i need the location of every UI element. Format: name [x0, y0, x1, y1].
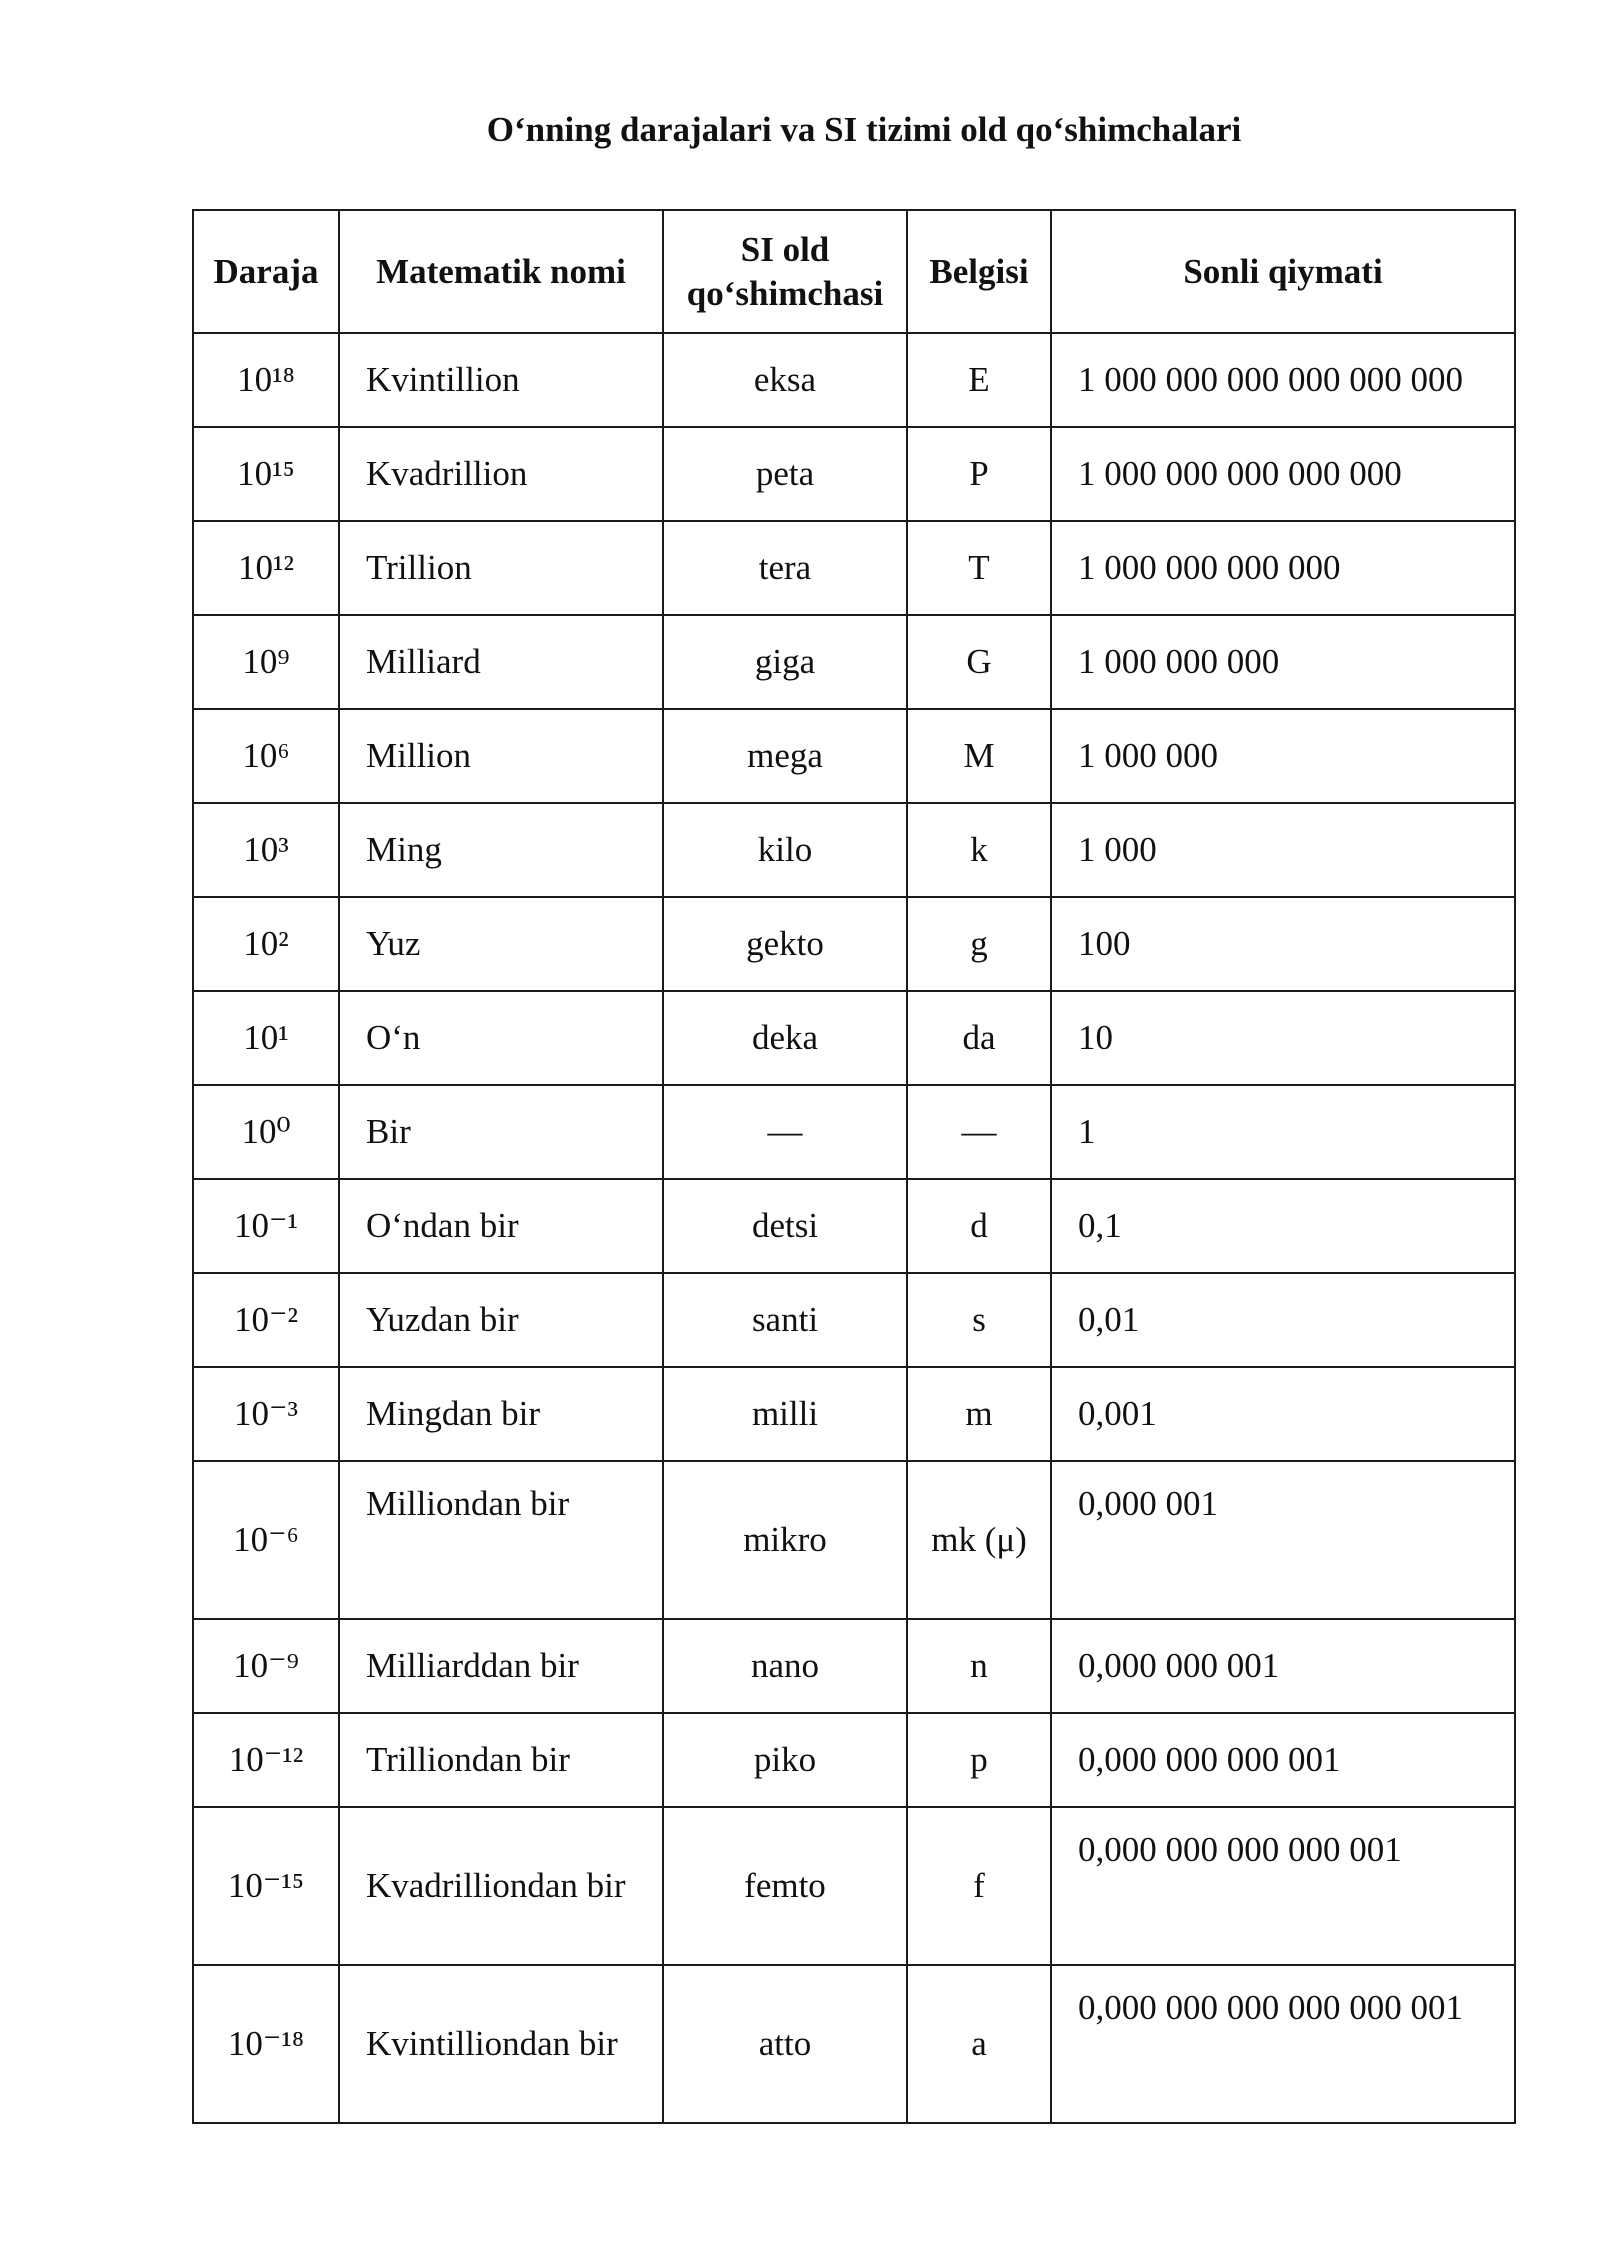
power-cell: 10⁻²: [193, 1273, 339, 1367]
table-row: [193, 1273, 1515, 1367]
name-cell: Bir: [339, 1085, 663, 1179]
value-cell: 0,000 000 000 001: [1051, 1713, 1515, 1807]
prefix-cell: atto: [663, 1965, 907, 2123]
symbol-cell: d: [907, 1179, 1051, 1273]
table-header-row: [193, 210, 1515, 333]
prefix-cell: santi: [663, 1273, 907, 1367]
symbol-cell: n: [907, 1619, 1051, 1713]
table-row: [193, 803, 1515, 897]
name-cell: Kvintilliondan bir: [339, 1965, 663, 2123]
power-cell: 10⁻¹⁸: [193, 1965, 339, 2123]
name-cell: O‘n: [339, 991, 663, 1085]
table-row: [193, 991, 1515, 1085]
name-cell: Milliarddan bir: [339, 1619, 663, 1713]
power-cell: 10⁻¹: [193, 1179, 339, 1273]
name-cell: O‘ndan bir: [339, 1179, 663, 1273]
page-title: O‘nning darajalari va SI tizimi old qo‘shimchalari: [486, 110, 1242, 149]
value-cell: 1 000: [1051, 803, 1515, 897]
value-cell: 0,01: [1051, 1273, 1515, 1367]
power-cell: 10¹: [193, 991, 339, 1085]
value-cell: 1 000 000 000 000 000 000: [1051, 333, 1515, 427]
power-cell: 10⁻³: [193, 1367, 339, 1461]
power-cell: 10⁻⁹: [193, 1619, 339, 1713]
table-row: [193, 1367, 1515, 1461]
symbol-cell: da: [907, 991, 1051, 1085]
name-cell: Yuz: [339, 897, 663, 991]
name-cell: Milliard: [339, 615, 663, 709]
prefix-cell: giga: [663, 615, 907, 709]
table-row: [193, 615, 1515, 709]
table-row: [193, 427, 1515, 521]
header-prefix: SI old qo‘shimchasi: [663, 210, 907, 333]
value-cell: 0,1: [1051, 1179, 1515, 1273]
prefix-cell: gekto: [663, 897, 907, 991]
prefix-cell: femto: [663, 1807, 907, 1965]
symbol-cell: g: [907, 897, 1051, 991]
value-cell: 0,000 000 000 000 001: [1051, 1807, 1515, 1965]
symbol-cell: P: [907, 427, 1051, 521]
power-cell: 10⁻⁶: [193, 1461, 339, 1619]
name-cell: Ming: [339, 803, 663, 897]
name-cell: Mingdan bir: [339, 1367, 663, 1461]
value-cell: 1: [1051, 1085, 1515, 1179]
name-cell: Milliondan bir: [339, 1461, 663, 1619]
value-cell: 1 000 000 000 000 000: [1051, 427, 1515, 521]
power-cell: 10²: [193, 897, 339, 991]
power-cell: 10⁻¹⁵: [193, 1807, 339, 1965]
value-cell: 0,000 001: [1051, 1461, 1515, 1619]
symbol-cell: mk (μ): [907, 1461, 1051, 1619]
symbol-cell: T: [907, 521, 1051, 615]
symbol-cell: k: [907, 803, 1051, 897]
power-cell: 10³: [193, 803, 339, 897]
name-cell: Kvadrillion: [339, 427, 663, 521]
power-cell: 10⁰: [193, 1085, 339, 1179]
prefix-cell: detsi: [663, 1179, 907, 1273]
value-cell: 0,001: [1051, 1367, 1515, 1461]
table-row: [193, 1179, 1515, 1273]
value-cell: 1 000 000 000: [1051, 615, 1515, 709]
value-cell: 100: [1051, 897, 1515, 991]
prefix-cell: nano: [663, 1619, 907, 1713]
header-value: Sonli qiymati: [1051, 210, 1515, 333]
header-power: Daraja: [193, 210, 339, 333]
power-cell: 10⁶: [193, 709, 339, 803]
value-cell: 1 000 000: [1051, 709, 1515, 803]
table-row: [193, 897, 1515, 991]
prefix-cell: milli: [663, 1367, 907, 1461]
symbol-cell: a: [907, 1965, 1051, 2123]
header-symbol: Belgisi: [907, 210, 1051, 333]
prefix-cell: peta: [663, 427, 907, 521]
prefix-cell: deka: [663, 991, 907, 1085]
symbol-cell: p: [907, 1713, 1051, 1807]
si-prefix-table: [192, 209, 1516, 2124]
name-cell: Trilliondan bir: [339, 1713, 663, 1807]
table-row: [193, 1085, 1515, 1179]
value-cell: 0,000 000 001: [1051, 1619, 1515, 1713]
value-cell: 1 000 000 000 000: [1051, 521, 1515, 615]
name-cell: Kvadrilliondan bir: [339, 1807, 663, 1965]
table-row: [193, 1619, 1515, 1713]
table-row: [193, 521, 1515, 615]
power-cell: 10⁻¹²: [193, 1713, 339, 1807]
table-row: [193, 1461, 1515, 1619]
prefix-cell: mega: [663, 709, 907, 803]
symbol-cell: G: [907, 615, 1051, 709]
symbol-cell: f: [907, 1807, 1051, 1965]
symbol-cell: M: [907, 709, 1051, 803]
table-row: [193, 1713, 1515, 1807]
table-row: [193, 1807, 1515, 1965]
power-cell: 10¹⁵: [193, 427, 339, 521]
value-cell: 10: [1051, 991, 1515, 1085]
name-cell: Yuzdan bir: [339, 1273, 663, 1367]
prefix-cell: mikro: [663, 1461, 907, 1619]
table-row: [193, 709, 1515, 803]
header-name: Matematik nomi: [339, 210, 663, 333]
symbol-cell: —: [907, 1085, 1051, 1179]
value-cell: 0,000 000 000 000 000 001: [1051, 1965, 1515, 2123]
table-row: [193, 1965, 1515, 2123]
power-cell: 10⁹: [193, 615, 339, 709]
symbol-cell: s: [907, 1273, 1051, 1367]
symbol-cell: m: [907, 1367, 1051, 1461]
prefix-cell: kilo: [663, 803, 907, 897]
power-cell: 10¹²: [193, 521, 339, 615]
power-cell: 10¹⁸: [193, 333, 339, 427]
prefix-cell: —: [663, 1085, 907, 1179]
name-cell: Million: [339, 709, 663, 803]
prefix-cell: piko: [663, 1713, 907, 1807]
symbol-cell: E: [907, 333, 1051, 427]
prefix-cell: eksa: [663, 333, 907, 427]
prefix-cell: tera: [663, 521, 907, 615]
name-cell: Trillion: [339, 521, 663, 615]
table-row: [193, 333, 1515, 427]
name-cell: Kvintillion: [339, 333, 663, 427]
